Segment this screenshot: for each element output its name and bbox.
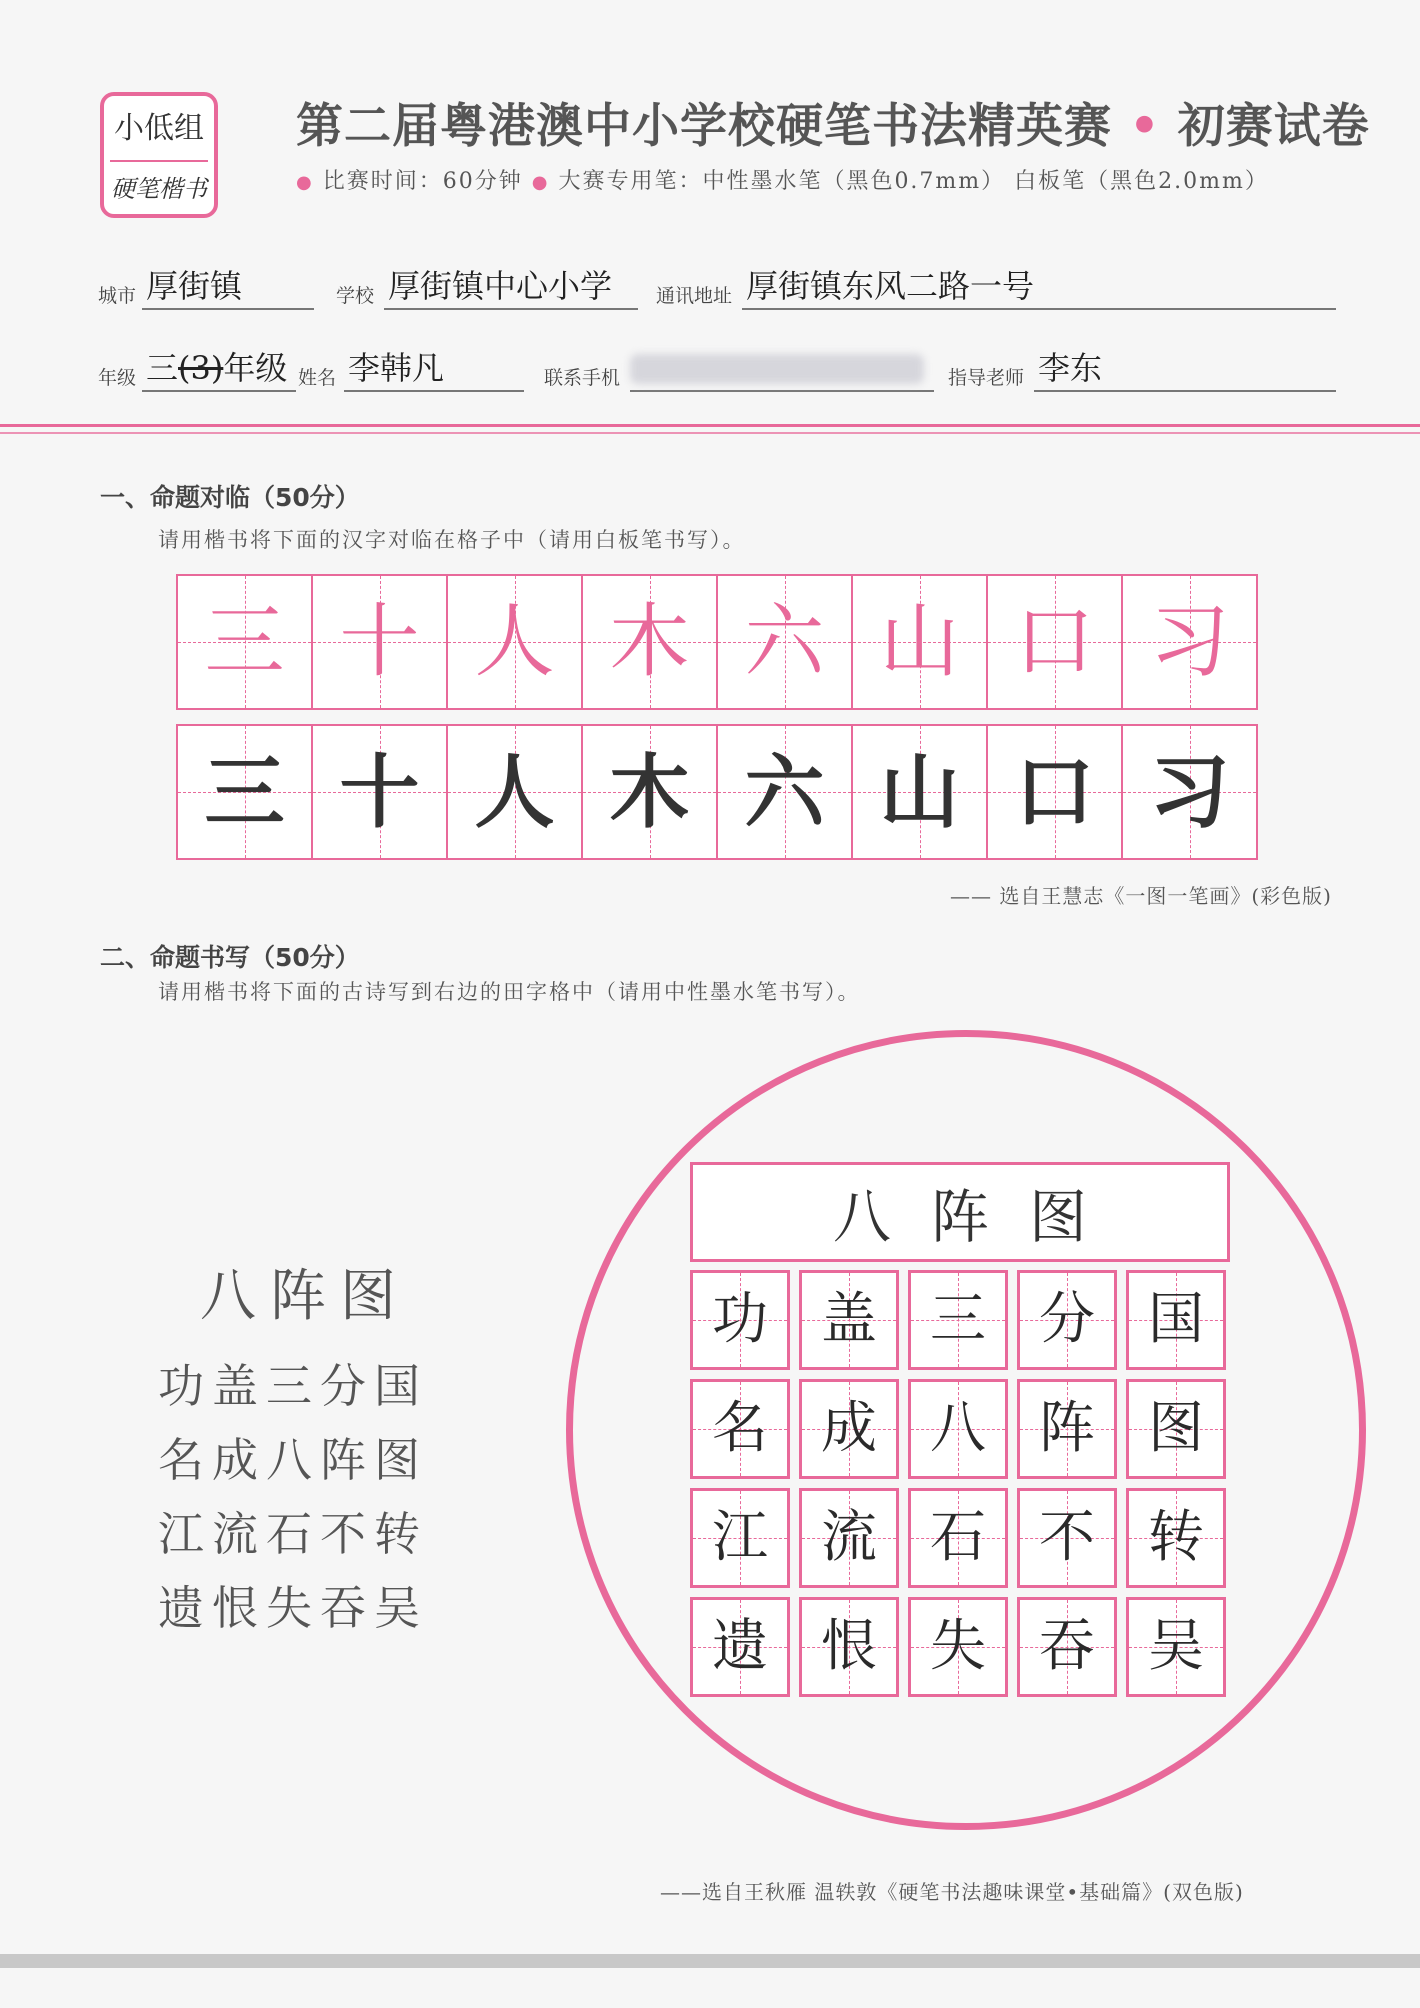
written-char: 失 [930, 1614, 986, 1679]
written-char: 口 [1014, 745, 1095, 839]
model-char: 习 [1149, 595, 1230, 688]
written-title: 八阵图 [832, 1183, 1127, 1251]
written-char: 习 [1149, 745, 1230, 839]
written-char: 遗 [712, 1614, 768, 1679]
tianzige-cell [1017, 1597, 1117, 1697]
address-value: 厚街镇东风二路一号 [742, 264, 1336, 310]
tianzige-cell [1017, 1379, 1117, 1479]
written-char: 石 [930, 1505, 986, 1570]
exam-time: 比赛时间：60分钟 [322, 169, 523, 194]
tianzige-cell [1126, 1488, 1226, 1588]
grid-cell [853, 576, 988, 708]
tianzige-cell [690, 1488, 790, 1588]
copy-grid [176, 724, 1258, 860]
school-field [336, 268, 638, 312]
section2-source: ——选自王秋雁 温轶敦《硬笔书法趣味课堂•基础篇》(双色版) [660, 1880, 1244, 1904]
bullet-icon: ● [531, 172, 550, 193]
tianzige-cell [908, 1488, 1008, 1588]
tianzige-cell [799, 1488, 899, 1588]
name-field [298, 350, 524, 394]
written-char: 山 [879, 745, 960, 839]
name-label: 姓名 [298, 367, 337, 389]
tianzige-cell [690, 1597, 790, 1697]
section2-heading: 二、命题书写（50分） [100, 943, 360, 972]
grid-cell [718, 726, 853, 858]
title-dot: • [1129, 99, 1161, 154]
written-title-box [690, 1162, 1230, 1262]
model-char: 山 [879, 595, 960, 688]
tianzige-cell [690, 1270, 790, 1370]
title-main: 第二届粤港澳中小学校硬笔书法精英赛 [296, 99, 1112, 154]
written-char: 三 [930, 1287, 986, 1352]
tianzige-cell [1017, 1270, 1117, 1370]
header-divider [0, 424, 1420, 427]
grade-value-struck: (3) [178, 349, 224, 387]
section1-source: —— 选自王慧志《一图一笔画》(彩色版) [950, 884, 1332, 908]
written-char: 六 [744, 745, 825, 839]
written-char: 三 [204, 745, 285, 839]
grid-cell [1123, 726, 1256, 858]
grade-field [98, 350, 296, 394]
address-field [656, 268, 1336, 312]
written-char: 国 [1148, 1287, 1204, 1352]
grid-cell [448, 576, 583, 708]
poem-line: 名成八阵图 [158, 1433, 428, 1487]
grid-cell [583, 726, 718, 858]
written-char: 木 [609, 745, 690, 839]
phone-value [630, 346, 934, 392]
bullet-icon: ● [296, 172, 314, 193]
written-char: 转 [1148, 1505, 1204, 1570]
badge-divider [110, 160, 208, 162]
tianzige-cell [1017, 1488, 1117, 1588]
city-label: 城市 [98, 285, 137, 307]
model-grid [176, 574, 1258, 710]
tianzige-cell [799, 1379, 899, 1479]
written-char: 江 [712, 1505, 768, 1570]
grid-cell [178, 726, 313, 858]
category-badge [100, 92, 218, 218]
section1-heading: 一、命题对临（50分） [100, 483, 360, 512]
written-char: 阵 [1039, 1396, 1095, 1461]
model-char: 十 [339, 595, 420, 688]
city-field [98, 268, 314, 312]
tianzige-cell [908, 1379, 1008, 1479]
grade-value [142, 346, 296, 392]
written-char: 不 [1039, 1505, 1095, 1570]
written-char: 盖 [821, 1287, 877, 1352]
written-char: 吞 [1039, 1614, 1095, 1679]
exam-pen: 大赛专用笔：中性墨水笔（黑色0.7mm） 白板笔（黑色2.0mm） [558, 169, 1269, 194]
written-char: 人 [474, 745, 555, 839]
poem-title: 八阵图 [200, 1264, 410, 1329]
grade-label: 年级 [98, 367, 137, 389]
phone-field [544, 350, 936, 394]
written-char: 吴 [1148, 1614, 1204, 1679]
written-char: 分 [1039, 1287, 1095, 1352]
name-value: 李韩凡 [344, 346, 524, 392]
teacher-value: 李东 [1034, 346, 1336, 392]
written-char: 图 [1148, 1396, 1204, 1461]
model-char: 三 [204, 595, 285, 688]
tianzige-cell [1126, 1270, 1226, 1370]
grid-cell [1123, 576, 1256, 708]
badge-group: 小低组 [114, 111, 204, 146]
poem-line: 遗恨失吞吴 [158, 1581, 428, 1635]
model-char: 六 [744, 595, 825, 688]
model-char: 口 [1014, 595, 1095, 688]
written-char: 八 [930, 1396, 986, 1461]
written-char: 名 [712, 1396, 768, 1461]
written-char: 十 [339, 745, 420, 839]
grid-cell [988, 726, 1123, 858]
section1-instruction: 请用楷书将下面的汉字对临在格子中（请用白板笔书写）。 [158, 528, 746, 552]
tianzige-cell [908, 1270, 1008, 1370]
phone-label: 联系手机 [544, 367, 621, 389]
poem-line: 功盖三分国 [158, 1359, 428, 1413]
model-char: 人 [474, 595, 555, 688]
grade-value-prefix: 三 [146, 349, 179, 387]
school-value: 厚街镇中心小学 [384, 264, 638, 310]
grid-cell [448, 726, 583, 858]
written-char: 流 [821, 1505, 877, 1570]
model-char: 木 [609, 595, 690, 688]
grid-cell [313, 726, 448, 858]
exam-info [296, 162, 1356, 202]
grade-value-suffix: 年级 [223, 349, 288, 387]
grid-cell [313, 576, 448, 708]
teacher-label: 指导老师 [948, 367, 1025, 389]
title-tail: 初赛试卷 [1177, 99, 1370, 154]
grid-cell [988, 576, 1123, 708]
tianzige-cell [1126, 1597, 1226, 1697]
badge-style: 硬笔楷书 [111, 175, 207, 203]
poem-line: 江流石不转 [158, 1507, 428, 1561]
tianzige-cell [799, 1597, 899, 1697]
grid-cell [853, 726, 988, 858]
school-label: 学校 [336, 285, 375, 307]
grid-cell [718, 576, 853, 708]
tianzige-cell [690, 1379, 790, 1479]
grid-cell [583, 576, 718, 708]
city-value: 厚街镇 [142, 264, 314, 310]
written-char: 成 [821, 1396, 877, 1461]
grid-cell [178, 576, 313, 708]
written-char: 恨 [821, 1614, 877, 1679]
address-label: 通讯地址 [656, 285, 733, 307]
header-divider-thin [0, 432, 1420, 434]
written-char: 功 [712, 1287, 768, 1352]
redacted-phone [630, 354, 924, 384]
scan-edge [0, 1954, 1420, 1968]
teacher-field [948, 350, 1336, 394]
tianzige-cell [908, 1597, 1008, 1697]
section2-instruction: 请用楷书将下面的古诗写到右边的田字格中（请用中性墨水笔书写）。 [158, 980, 861, 1004]
tianzige-cell [799, 1270, 899, 1370]
tianzige-cell [1126, 1379, 1226, 1479]
page-title [296, 92, 1370, 162]
